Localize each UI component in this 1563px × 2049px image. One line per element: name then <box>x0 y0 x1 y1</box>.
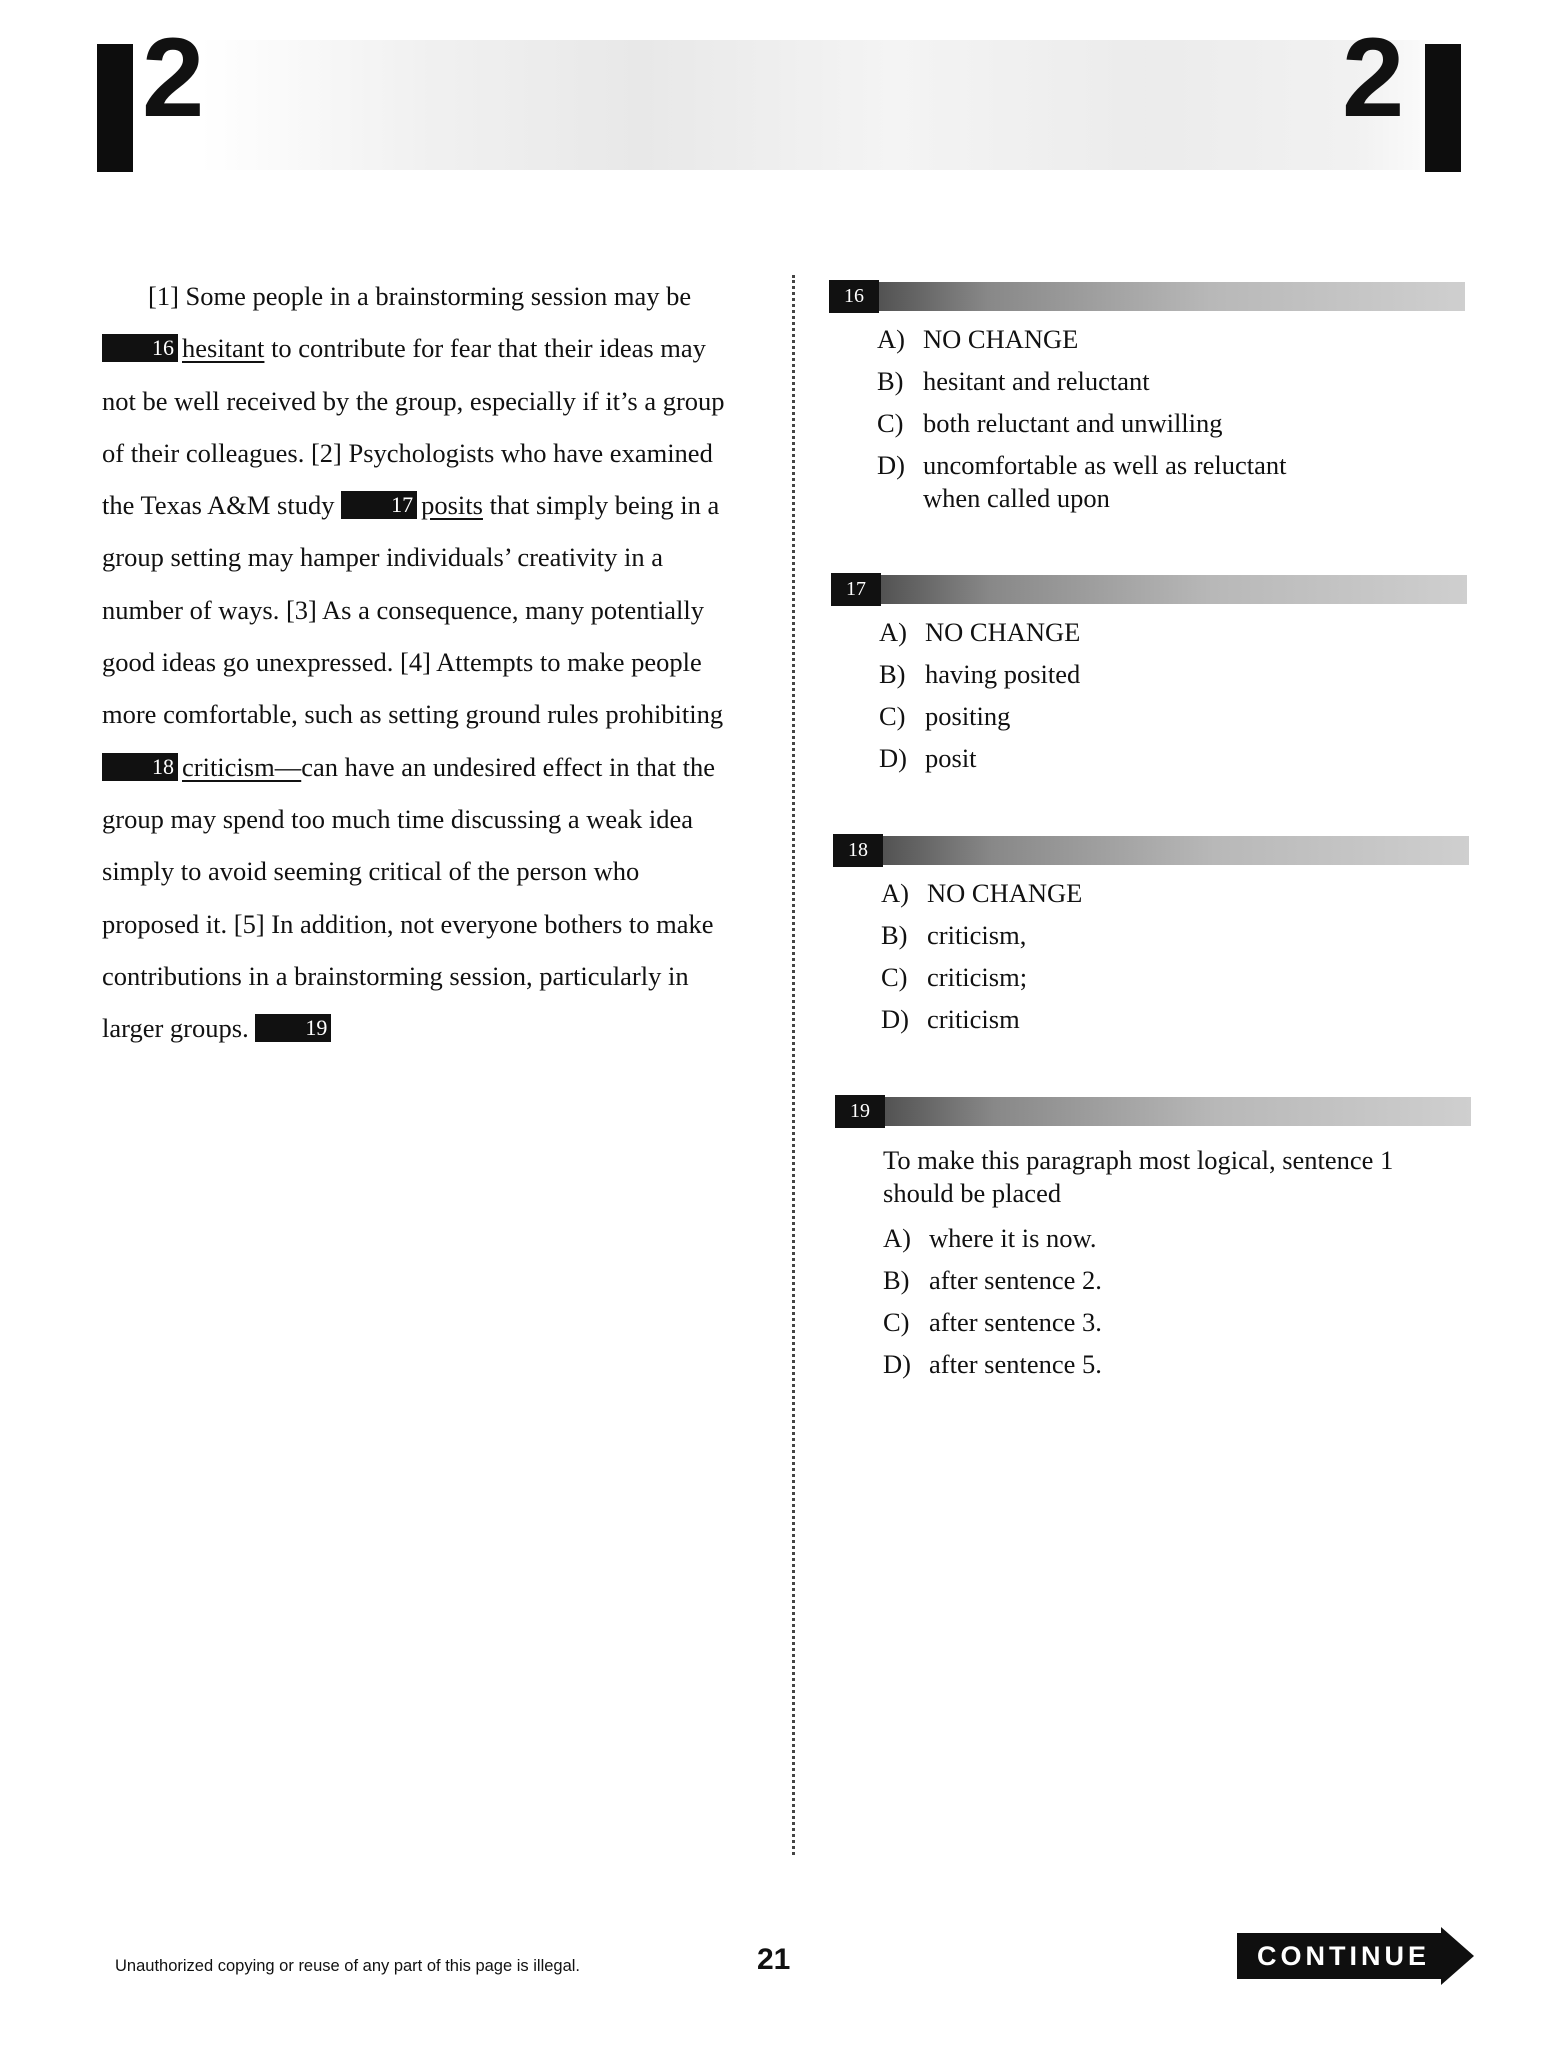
question-header-band <box>831 575 1467 604</box>
question-header-band <box>829 282 1465 311</box>
passage <box>102 270 742 1054</box>
choice-text: after sentence 5. <box>929 1349 1102 1379</box>
answer-choices <box>883 1222 1443 1381</box>
choice-text: hesitant and reluctant <box>923 366 1150 396</box>
choice-letter: C) <box>877 408 904 438</box>
header-shaded-band <box>200 40 1460 170</box>
answer-choice-d[interactable] <box>879 742 1080 775</box>
choice-letter: B) <box>883 1265 910 1295</box>
section-number-left: 2 <box>142 15 205 140</box>
question-marker-19[interactable]: 19 <box>255 1014 331 1042</box>
question-19 <box>835 1095 1443 1390</box>
answer-choice-c[interactable] <box>881 961 1082 994</box>
choice-letter: B) <box>879 659 906 689</box>
question-marker-17[interactable]: 17 <box>341 491 417 519</box>
answer-choice-b[interactable] <box>881 919 1082 952</box>
question-18 <box>833 834 1082 1045</box>
question-number: 18 <box>833 834 883 867</box>
underlined-phrase-18: criticism— <box>182 751 302 782</box>
answer-choices <box>879 616 1080 775</box>
continue-label: CONTINUE <box>1257 1941 1430 1971</box>
column-divider <box>792 275 795 1855</box>
continue-button[interactable] <box>1237 1927 1474 1985</box>
choice-text: having posited <box>925 659 1081 689</box>
choice-text: where it is now. <box>929 1223 1097 1253</box>
question-marker-16[interactable]: 16 <box>102 334 178 362</box>
choice-text: NO CHANGE <box>927 878 1083 908</box>
choice-text: criticism; <box>927 962 1028 992</box>
question-prompt: To make this paragraph most logical, sentence 1 should be placed <box>883 1145 1394 1208</box>
section-marker-bar-left <box>97 44 133 172</box>
answer-choice-b[interactable] <box>883 1264 1443 1297</box>
choice-text: after sentence 3. <box>929 1307 1102 1337</box>
answer-choice-c[interactable] <box>877 407 1347 440</box>
choice-letter: A) <box>877 324 905 354</box>
choice-text: uncomfortable as well as reluctant when called upon <box>923 450 1287 513</box>
question-header-band <box>833 836 1469 865</box>
choice-letter: C) <box>883 1307 910 1337</box>
answer-choice-c[interactable] <box>883 1306 1443 1339</box>
answer-choice-d[interactable] <box>883 1348 1443 1381</box>
answer-choice-c[interactable] <box>879 700 1080 733</box>
question-header-band <box>835 1097 1471 1126</box>
choice-text: criticism, <box>927 920 1027 950</box>
passage-text: that simply being in a group setting may hamper individuals’ creativity in a number of ways. [3] As a consequence, many potentially good ideas go unexpressed. [4] Attempts to make people more comfortable, such as setting ground rules prohibiting <box>102 490 724 730</box>
answer-choices <box>877 323 1347 515</box>
answer-choice-a[interactable] <box>883 1222 1443 1255</box>
choice-letter: D) <box>883 1349 911 1379</box>
answer-choice-b[interactable] <box>877 365 1347 398</box>
section-marker-bar-right <box>1425 44 1461 172</box>
question-number: 16 <box>829 280 879 313</box>
answer-choices <box>881 877 1082 1036</box>
choice-letter: B) <box>877 366 904 396</box>
choice-letter: C) <box>879 701 906 731</box>
answer-choice-d[interactable] <box>877 449 1347 515</box>
page-number: 21 <box>757 1943 791 1976</box>
answer-choice-a[interactable] <box>877 323 1347 356</box>
choice-text: NO CHANGE <box>923 324 1079 354</box>
question-header <box>829 280 1347 313</box>
choice-text: both reluctant and unwilling <box>923 408 1223 438</box>
choice-letter: A) <box>883 1223 911 1253</box>
choice-text: after sentence 2. <box>929 1265 1102 1295</box>
answer-choice-a[interactable] <box>879 616 1080 649</box>
question-17 <box>831 573 1080 784</box>
choice-letter: D) <box>881 1004 909 1034</box>
choice-letter: D) <box>877 450 905 480</box>
answer-choice-b[interactable] <box>879 658 1080 691</box>
choice-letter: C) <box>881 962 908 992</box>
passage-text: can have an undesired effect in that the group may spend too much time discussing a weak idea simply to avoid seeming critical of the person who proposed it. [5] In addition, not everyone bothers to make contributions in a brainstorming session, particularly in larger groups. <box>102 751 715 1044</box>
question-number: 17 <box>831 573 881 606</box>
choice-letter: A) <box>879 617 907 647</box>
section-number-right: 2 <box>1342 15 1405 140</box>
choice-text: posit <box>925 743 977 773</box>
answer-choice-a[interactable] <box>881 877 1082 910</box>
question-header <box>833 834 1082 867</box>
passage-text: [1] Some people in a brainstorming session may be <box>148 281 692 311</box>
question-header <box>835 1095 1443 1128</box>
passage-paragraph <box>102 270 742 1054</box>
answer-choice-d[interactable] <box>881 1003 1082 1036</box>
continue-arrow-icon <box>1441 1927 1474 1985</box>
question-number: 19 <box>835 1095 885 1128</box>
choice-letter: D) <box>879 743 907 773</box>
choice-text: criticism <box>927 1004 1020 1034</box>
underlined-phrase-16: hesitant <box>182 333 265 364</box>
question-16 <box>829 280 1347 524</box>
choice-letter: A) <box>881 878 909 908</box>
copyright-notice: Unauthorized copying or reuse of any part of this page is illegal. <box>115 1957 581 1975</box>
choice-text: positing <box>925 701 1011 731</box>
passage-text: to contribute for fear that their ideas may not be well received by the group, especially if it’s a group of their colleagues. [2] Psychologists who have examined the Texas A&M study <box>102 333 725 521</box>
choice-letter: B) <box>881 920 908 950</box>
question-marker-18[interactable]: 18 <box>102 753 178 781</box>
question-header <box>831 573 1080 606</box>
choice-text: NO CHANGE <box>925 617 1081 647</box>
underlined-phrase-17: posits <box>421 490 483 521</box>
